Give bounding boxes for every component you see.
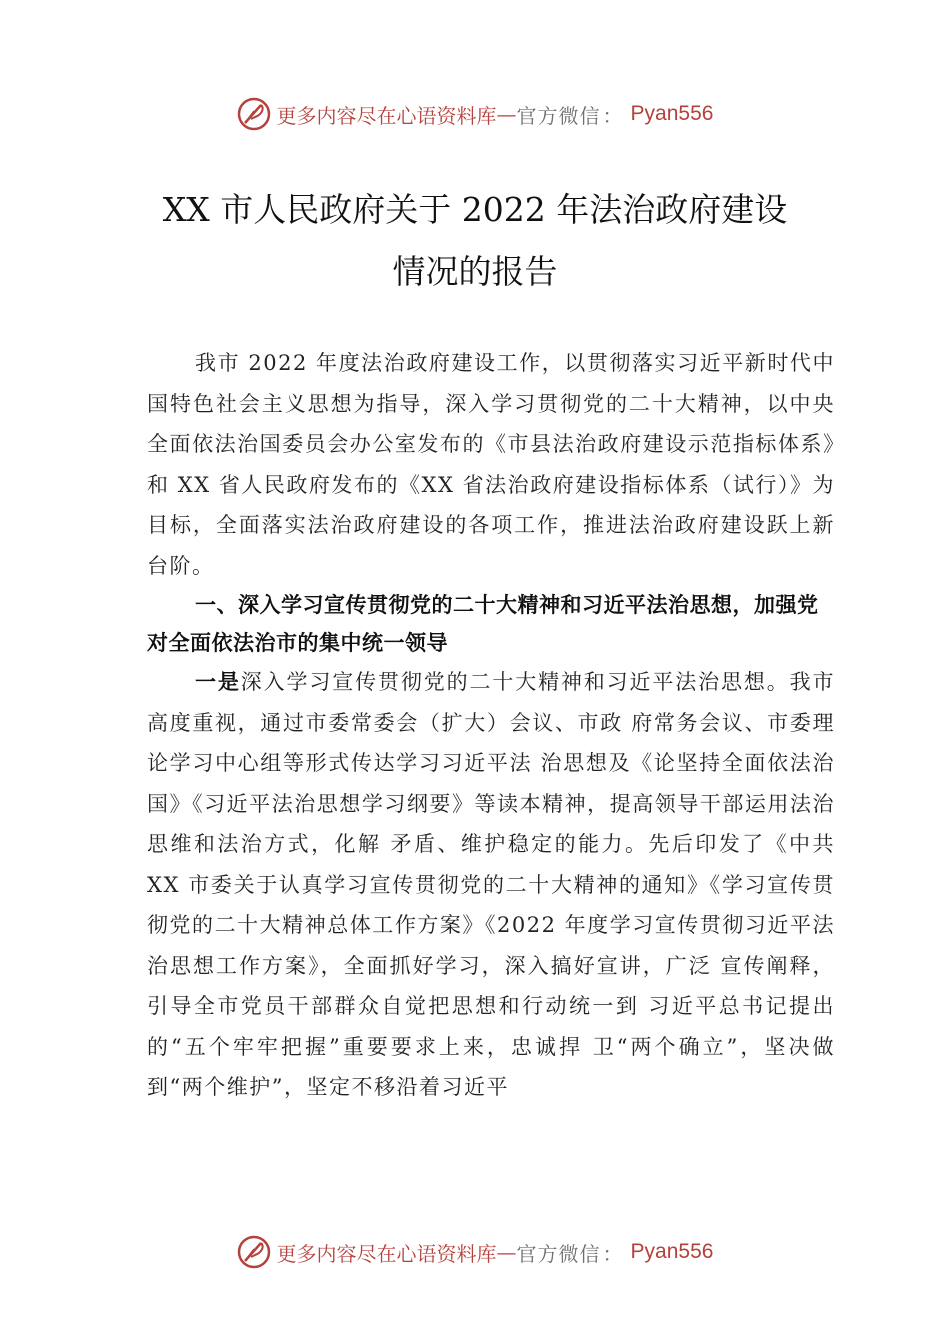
quill-logo-icon (237, 97, 271, 131)
watermark-label: 官方微信 (516, 1241, 601, 1266)
point-body: 深入学习宣传贯彻党的二十大精神和习近平法治思想。我市高度重视，通过市委常委会（扩大）会议、市政 府常务会议、市委理论学习中心组等形式传达学习习近平法 治思想及《论坚持全面依法治国》《习近平法治思想学习纲要》等读本精神，提高领导干部运用法治思维和法治方式，化解 矛盾、维护稳定的能力。先后印发了《中共 XX 市委关于认真学习宣传贯彻党的二十大精神的通知》《学习宣传贯彻党的二十大精神总体工作方案》《2022 年度学习宣传贯彻习近平法治思想工作方案》，全面抓好学习，深入搞好宣讲，广泛 宣传阐释，引导全市党员干部群众自觉把思想和行动统一到 习近平总书记提出的“五个牢牢把握”重要要求上来，忠诚捍 卫“两个确立”，坚决做到“两个维护”，坚定不移沿着习近平 (147, 670, 836, 1099)
point-paragraph-1 (147, 662, 835, 1108)
watermark-colon: ： (602, 1241, 623, 1266)
quill-logo-icon (237, 1235, 271, 1269)
watermark-colon: ： (602, 103, 623, 128)
watermark-separator: — (496, 102, 517, 126)
document-body (147, 343, 835, 1108)
watermark-separator: — (496, 1240, 517, 1264)
watermark-wechat-id: Pyan556 (630, 102, 714, 125)
watermark-label: 官方微信 (516, 103, 601, 128)
watermark-banner-top (0, 94, 950, 134)
section-heading-1: 一、深入学习宣传贯彻党的二十大精神和习近平法治思想，加强党对全面依法治市的集中统一领导 (147, 593, 819, 655)
document-title-line1: XX 市人民政府关于 2022 年法治政府建设 (162, 190, 788, 229)
watermark-banner-bottom (0, 1232, 950, 1272)
point-lead: 一是 (195, 670, 241, 694)
watermark-wechat-id: Pyan556 (630, 1240, 714, 1263)
watermark-brand-text: 更多内容尽在心语资料库 (276, 103, 497, 128)
watermark-brand-text: 更多内容尽在心语资料库 (276, 1241, 497, 1266)
intro-paragraph: 我市 2022 年度法治政府建设工作，以贯彻落实习近平新时代中国特色社会主义思想为指导，深入学习贯彻党的二十大精神，以中央全面依法治国委员会办公室发布的《市县法治政府建设示范指标体系》和 XX 省人民政府发布的《XX 省法治政府建设指标体系（试行）》为目标，全面落实法治政府建设的各项工作，推进法治政府建设跃上新台阶。 (147, 351, 835, 578)
document-title-line2: 情况的报告 (392, 252, 558, 291)
